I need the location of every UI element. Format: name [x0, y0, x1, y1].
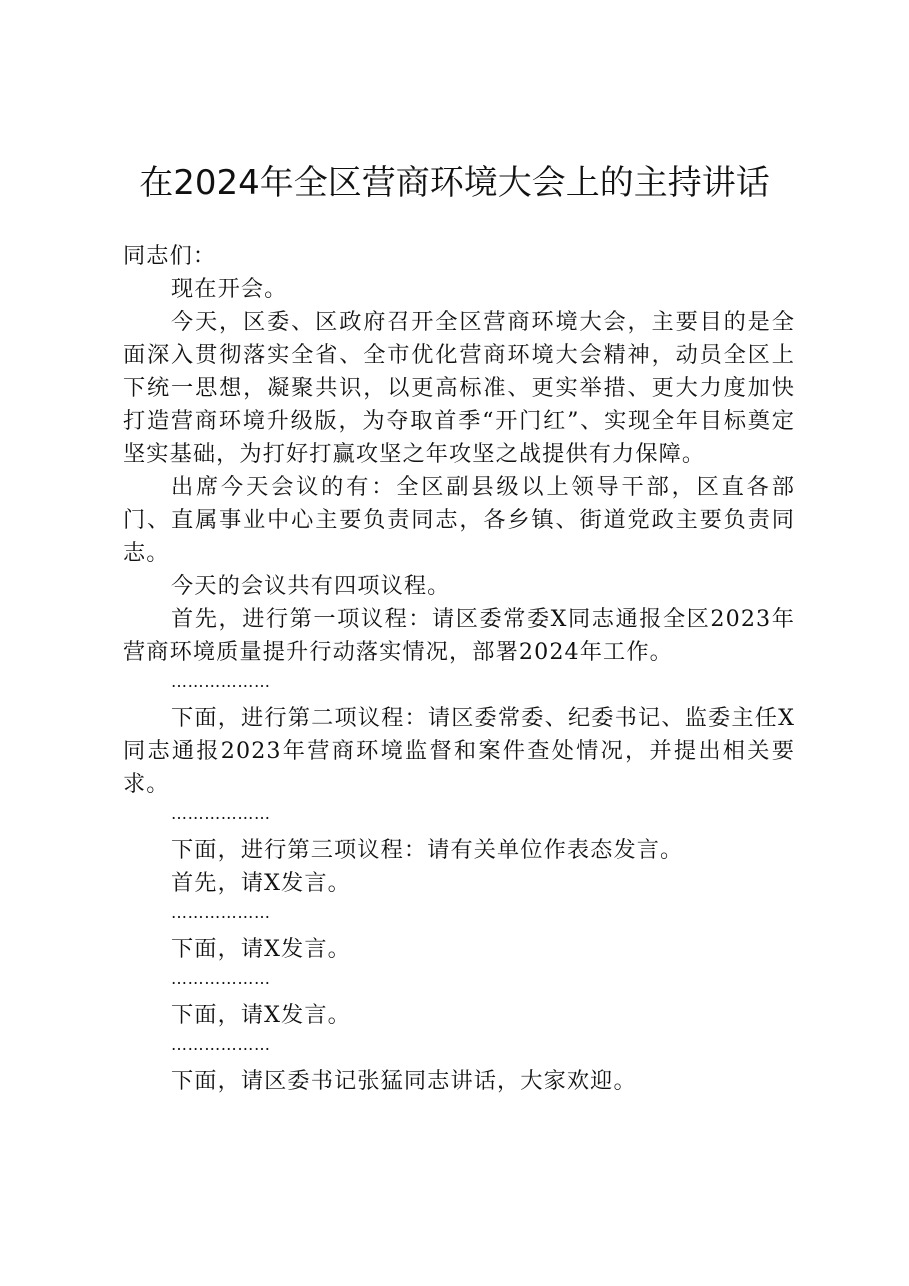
document-body [123, 240, 795, 1098]
paragraph-agenda-count: 今天的会议共有四项议程。 [171, 573, 451, 599]
paragraph-agenda-item-1: 首先，进行第一项议程：请区委常委X同志通报全区2023年营商环境质量提升行动落实情况，部署2024年工作。 [123, 606, 795, 665]
paragraph-agenda-item-3: 下面，进行第三项议程：请有关单位作表态发言。 [171, 837, 684, 863]
paragraph-agenda-item-2: 下面，进行第二项议程：请区委常委、纪委书记、监委主任X同志通报2023年营商环境监督和案件查处情况，并提出相关要求。 [123, 705, 795, 797]
document-title: 在2024年全区营商环境大会上的主持讲话 [139, 163, 770, 203]
ellipsis-separator: ……………… [171, 1035, 271, 1054]
ellipsis-separator: ……………… [171, 672, 271, 691]
paragraph-speaker-3: 下面，请X发言。 [171, 1002, 351, 1028]
ellipsis-separator: ……………… [171, 903, 271, 922]
paragraph-opening: 现在开会。 [171, 276, 288, 302]
paragraph-attendees: 出席今天会议的有：全区副县级以上领导干部，区直各部门、直属事业中心主要负责同志，各乡镇、街道党政主要负责同志。 [123, 474, 795, 566]
paragraph-purpose: 今天，区委、区政府召开全区营商环境大会，主要目的是全面深入贯彻落实全省、全市优化营商环境大会精神，动员全区上下统一思想，凝聚共识，以更高标准、更实举措、更大力度加快打造营商环境升级版，为夺取首季“开门红”、实现全年目标奠定坚实基础，为打好打赢攻坚之年攻坚之战提供有力保障。 [123, 309, 795, 467]
greeting: 同志们： [123, 243, 217, 269]
ellipsis-separator: ……………… [171, 804, 271, 823]
paragraph-speaker-1: 首先，请X发言。 [171, 870, 351, 896]
paragraph-speaker-2: 下面，请X发言。 [171, 936, 351, 962]
ellipsis-separator: ……………… [171, 969, 271, 988]
paragraph-closing: 下面，请区委书记张猛同志讲话，大家欢迎。 [171, 1068, 637, 1094]
